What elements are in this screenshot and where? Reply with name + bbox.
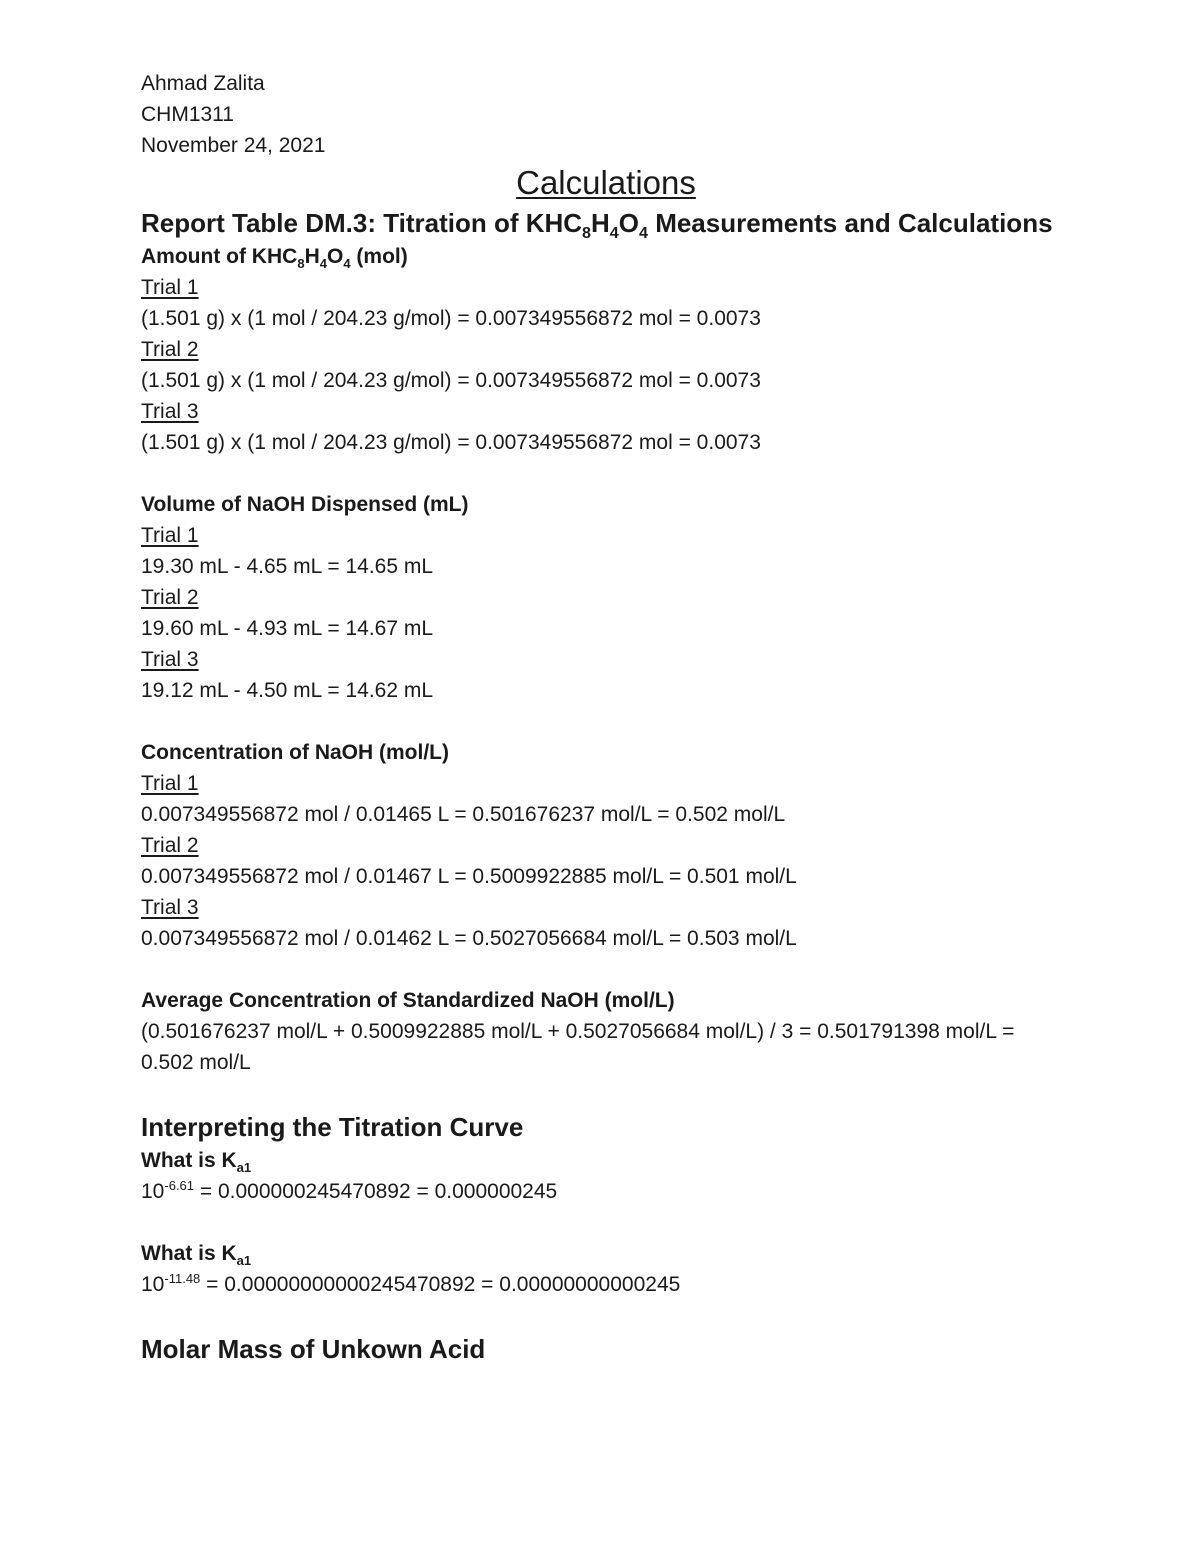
spacer [141, 706, 1071, 737]
document-page [141, 68, 1071, 1367]
spacer [141, 954, 1071, 985]
amount-trial-1-label: Trial 1 [141, 276, 199, 299]
volume-trial-1-calc: 19.30 mL - 4.65 mL = 14.65 mL [141, 555, 434, 578]
ka1-question: What is $K_{a1}$ [141, 1149, 252, 1176]
titration-curve-heading: Interpreting the Titration Curve [141, 1112, 524, 1142]
amount-trial-3-label: Trial 3 [141, 400, 199, 423]
document-date: November 24, 2021 [141, 134, 326, 157]
amount-trial-2-calc: (1.501 g) x (1 mol / 204.23 g/mol) = 0.007349556872 mol = 0.0073 [141, 369, 761, 392]
concentration-heading: Concentration of NaOH (mol/L) [141, 741, 449, 764]
average-heading: Average Concentration of Standardized NaOH (mol/L) [141, 989, 675, 1012]
spacer [141, 458, 1071, 489]
ka1-calc: $10^{-6.61} = 0.000000245470892 = 0.000000245$ [141, 1178, 558, 1203]
volume-trial-1-label: Trial 1 [141, 524, 199, 547]
molar-mass-heading: Molar Mass of Unkown Acid [141, 1334, 486, 1364]
concentration-trial-3-calc: 0.007349556872 mol / 0.01462 L = 0.5027056684 mol/L = 0.503 mol/L [141, 927, 797, 950]
spacer [141, 1207, 1071, 1238]
amount-trial-3-calc: (1.501 g) x (1 mol / 204.23 g/mol) = 0.007349556872 mol = 0.0073 [141, 431, 761, 454]
volume-trial-3-label: Trial 3 [141, 648, 199, 671]
amount-trial-1-calc: (1.501 g) x (1 mol / 204.23 g/mol) = 0.007349556872 mol = 0.0073 [141, 307, 761, 330]
concentration-trial-3-label: Trial 3 [141, 896, 199, 919]
concentration-trial-1-calc: 0.007349556872 mol / 0.01465 L = 0.501676237 mol/L = 0.502 mol/L [141, 803, 786, 826]
concentration-trial-2-calc: 0.007349556872 mol / 0.01467 L = 0.5009922885 mol/L = 0.501 mol/L [141, 865, 797, 888]
concentration-trial-1-label: Trial 1 [141, 772, 199, 795]
spacer [141, 1078, 1071, 1109]
ka2-question: What is $K_{a1}$ [141, 1242, 252, 1269]
concentration-trial-2-label: Trial 2 [141, 834, 199, 857]
author-name: Ahmad Zalita [141, 72, 265, 95]
volume-trial-3-calc: 19.12 mL - 4.50 mL = 14.62 mL [141, 679, 434, 702]
report-table-heading: Report Table DM.3: Titration of $KHC_8H_4O_4$ Measurements and Calculations [141, 208, 1053, 243]
average-calc: (0.501676237 mol/L + 0.5009922885 mol/L + 0.5027056684 mol/L) / 3 = 0.501791398 mol/L = 0.502 mol/L [141, 1020, 1015, 1074]
volume-heading: Volume of NaOH Dispensed (mL) [141, 493, 469, 516]
amount-heading: Amount of $KHC_8H_4O_4$ (mol) [141, 245, 408, 272]
page-title: Calculations [516, 164, 696, 201]
course-code: CHM1311 [141, 103, 234, 126]
volume-trial-2-label: Trial 2 [141, 586, 199, 609]
amount-trial-2-label: Trial 2 [141, 338, 199, 361]
spacer [141, 1300, 1071, 1331]
ka2-calc: $10^{-11.48} = 0.00000000000245470892 = 0.00000000000245$ [141, 1271, 681, 1296]
volume-trial-2-calc: 19.60 mL - 4.93 mL = 14.67 mL [141, 617, 434, 640]
